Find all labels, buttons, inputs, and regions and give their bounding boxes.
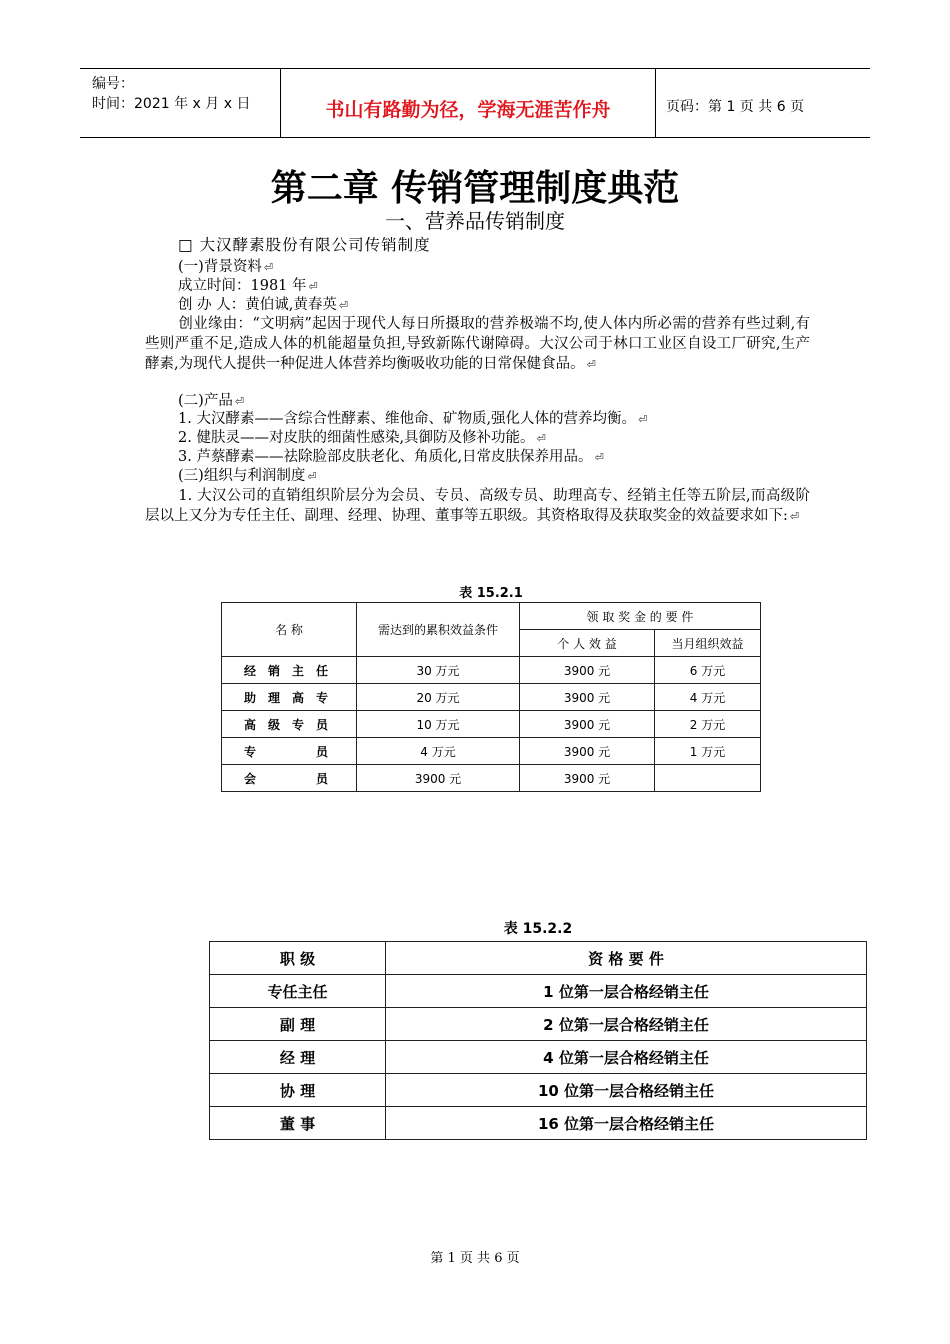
table1-cell: 30 万元 (357, 657, 520, 684)
table1-header-cond: 需达到的累积效益条件 (357, 603, 520, 657)
enter-icon: ⏎ (536, 432, 546, 445)
table1-cell: 3900 元 (520, 657, 655, 684)
time-label: 时间：2021 年 x 月 x 日 (92, 96, 251, 112)
code-label: 编号： (92, 76, 134, 92)
page-footer: 第 1 页 共 6 页 (430, 1251, 520, 1266)
table2-cell: 10 位第一层合格经销主任 (386, 1074, 867, 1107)
table1-cell: 2 万元 (655, 711, 761, 738)
table2-cell: 16 位第一层合格经销主任 (386, 1107, 867, 1140)
table1-header-personal: 个 人 效 益 (520, 630, 655, 657)
table-row (210, 1074, 867, 1107)
enter-icon: ⏎ (586, 358, 596, 371)
table-row (210, 1041, 867, 1074)
company-line: □ 大汉酵素股份有限公司传销制度 (178, 236, 431, 254)
founded-line: 成立时间：1981 年 ⏎ (178, 278, 318, 294)
table1-cell: 3900 元 (357, 765, 520, 792)
table1-cell: 3900 元 (520, 684, 655, 711)
enter-icon: ⏎ (594, 451, 604, 464)
table1-cell: 10 万元 (357, 711, 520, 738)
page-header (80, 68, 870, 138)
table2-header-req: 资 格 要 件 (386, 942, 867, 975)
table1-cell: 6 万元 (655, 657, 761, 684)
enter-icon: ⏎ (789, 510, 800, 523)
chapter-title: 第二章 传销管理制度典范 (270, 168, 680, 209)
rank-table (209, 941, 867, 1140)
org-paragraph: 1. 大汉公司的直销组织阶层分为会员、专员、高级专员、助理高专、经销主任等五阶层,而高级阶层以上又分为专任主任、副理、经理、协理、董事等五职级。其资格取得及获取奖金的效益要求如下: ⏎ (145, 488, 810, 524)
product-3: 3. 芦蔡酵素——祛除脸部皮肤老化、角质化,日常皮肤保养用品。 ⏎ (178, 449, 604, 465)
table1-cell: 3900 元 (520, 711, 655, 738)
table-row (210, 1107, 867, 1140)
org-heading: (三)组织与利润制度 ⏎ (178, 468, 317, 484)
enter-icon: ⏎ (307, 470, 317, 483)
table2-cell: 4 位第一层合格经销主任 (386, 1041, 867, 1074)
table1-cell: 高级专员 (222, 711, 357, 738)
enter-icon: ⏎ (308, 280, 318, 293)
table2-cell: 副 理 (210, 1008, 386, 1041)
enter-icon: ⏎ (263, 261, 274, 274)
section-subtitle: 一、营养品传销制度 (385, 209, 565, 233)
table-row (210, 975, 867, 1008)
table1-cell: 3900 元 (520, 738, 655, 765)
table2-header-rank: 职 级 (210, 942, 386, 975)
table2-cell: 董 事 (210, 1107, 386, 1140)
enter-icon: ⏎ (638, 413, 648, 426)
header-motto (281, 69, 656, 137)
motto-text: 书山有路勤为径，学海无涯苦作舟 (325, 99, 611, 121)
table-row (222, 657, 761, 684)
table1-header-name: 名 称 (222, 603, 357, 657)
table2-caption: 表 15.2.2 (503, 921, 573, 937)
origin-paragraph: 创业缘由：“文明病”起因于现代人每日所摄取的营养极端不均,使人体内所必需的营养有些过剩,有些则严重不足,造成人体的机能超量负担,导致新陈代谢障碍。大汉公司于林口工业区自设工厂研究,生产酵素,为现代人提供一种促进人体营养均衡吸收功能的日常保健食品。 ⏎ (145, 316, 810, 372)
table1-cell: 4 万元 (655, 684, 761, 711)
table1-cell: 助理高专 (222, 684, 357, 711)
table-row (222, 711, 761, 738)
product-1: 1. 大汉酵素——含综合性酵素、维他命、矿物质,强化人体的营养均衡。 ⏎ (178, 411, 648, 427)
table1-cell: 3900 元 (520, 765, 655, 792)
enter-icon: ⏎ (338, 299, 349, 312)
enter-icon: ⏎ (234, 395, 245, 408)
header-meta (80, 69, 281, 137)
table1-cell: 会员 (222, 765, 357, 792)
table1-cell (655, 765, 761, 792)
page-label: 页码：第 1 页 共 6 页 (666, 99, 805, 115)
table2-cell: 专任主任 (210, 975, 386, 1008)
table1-cell: 专员 (222, 738, 357, 765)
table1-cell: 经销主任 (222, 657, 357, 684)
header-page (656, 69, 870, 137)
background-heading: (一)背景资料 ⏎ (178, 259, 274, 275)
table-row (222, 684, 761, 711)
table2-cell: 协 理 (210, 1074, 386, 1107)
table2-cell: 1 位第一层合格经销主任 (386, 975, 867, 1008)
table1-header-bonus: 领 取 奖 金 的 要 件 (520, 603, 761, 630)
table1-caption: 表 15.2.1 (459, 586, 523, 601)
table2-cell: 2 位第一层合格经销主任 (386, 1008, 867, 1041)
products-heading: (二)产品 ⏎ (178, 393, 245, 409)
table1-cell: 20 万元 (357, 684, 520, 711)
table1-cell: 4 万元 (357, 738, 520, 765)
bonus-table (221, 602, 761, 792)
table1-cell: 1 万元 (655, 738, 761, 765)
founders-line: 创 办 人：黄伯诚,黄春英 ⏎ (178, 297, 349, 313)
product-2: 2. 健肤灵——对皮肤的细菌性感染,具御防及修补功能。 ⏎ (178, 430, 546, 446)
table2-cell: 经 理 (210, 1041, 386, 1074)
table1-header-group: 当月组织效益 (655, 630, 761, 657)
table-row (210, 1008, 867, 1041)
table-row (222, 738, 761, 765)
table-row (222, 765, 761, 792)
